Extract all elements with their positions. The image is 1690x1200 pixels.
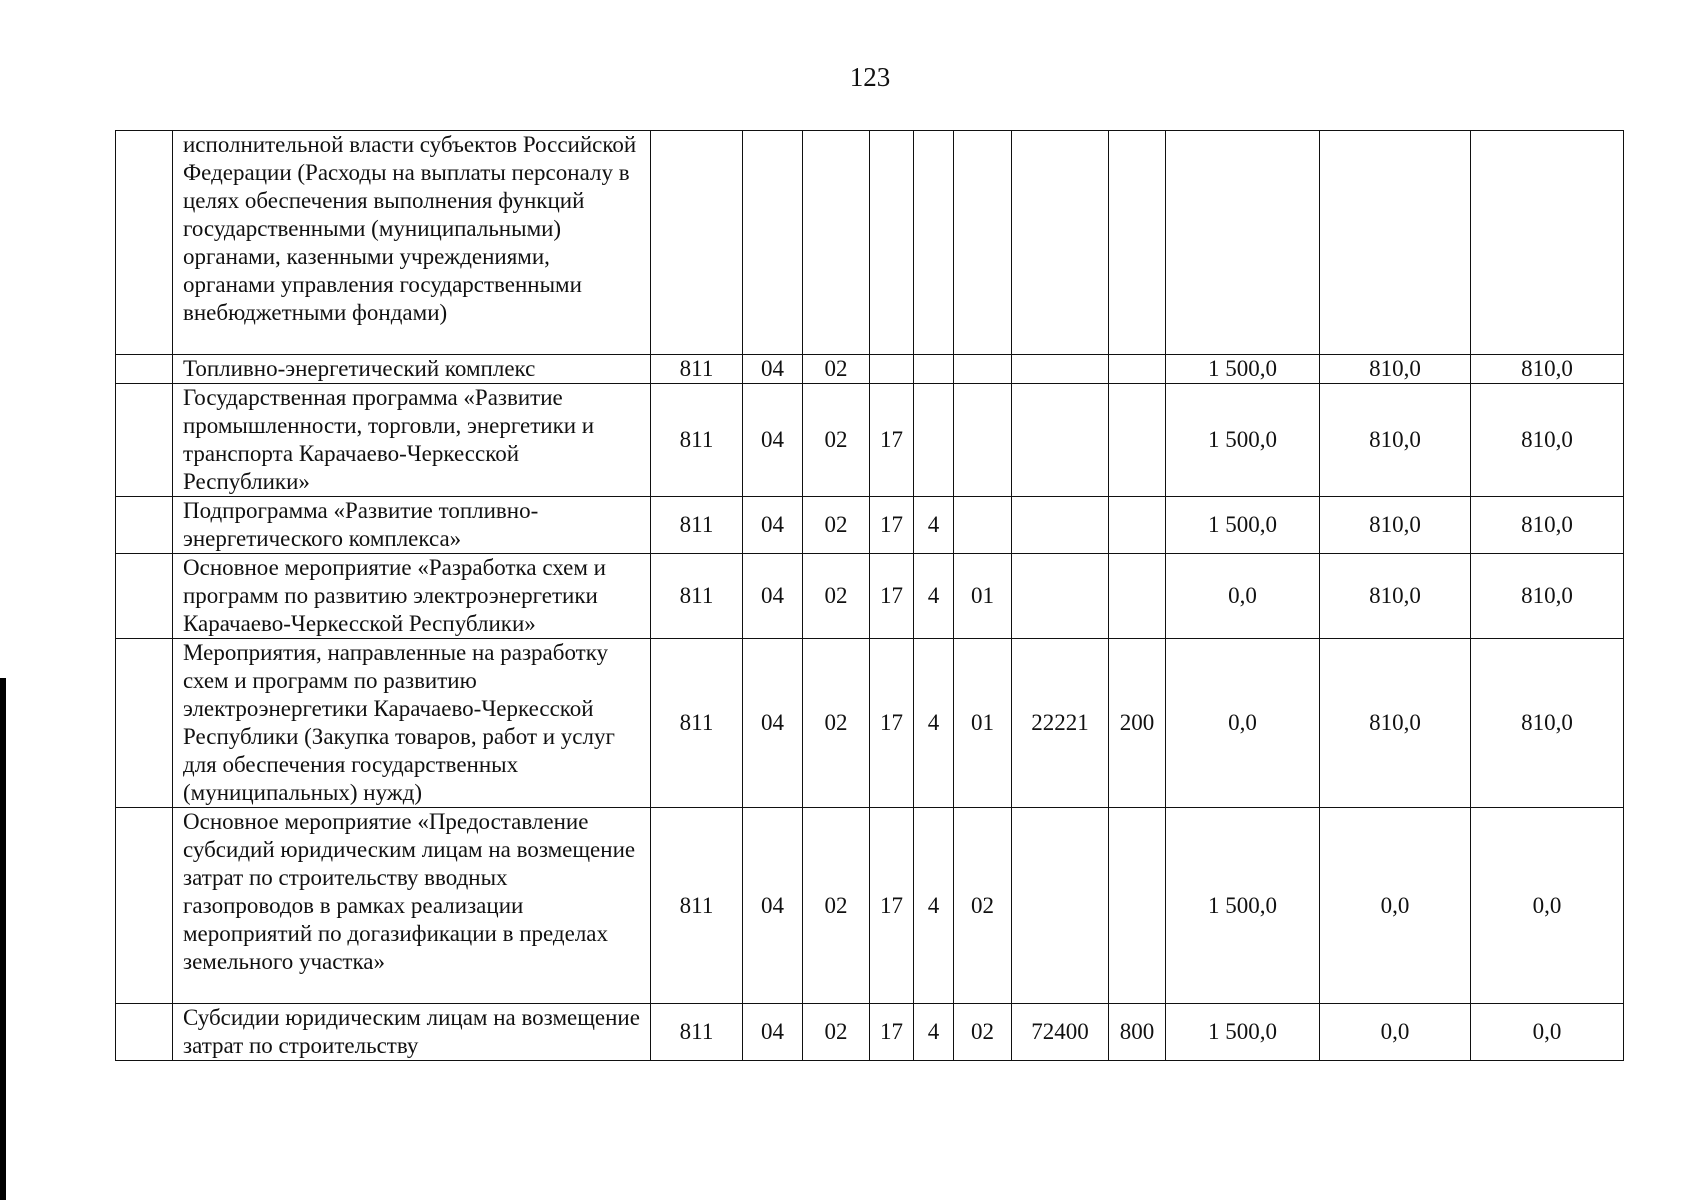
ministry-cell: 811 bbox=[651, 1004, 743, 1061]
subprogram-cell bbox=[914, 384, 954, 497]
direction-cell bbox=[1012, 554, 1109, 639]
program-cell: 17 bbox=[870, 554, 914, 639]
section-cell: 04 bbox=[743, 639, 803, 808]
subsection-cell: 02 bbox=[803, 639, 870, 808]
row-index-cell bbox=[116, 131, 173, 355]
name-cell: Государственная программа «Развитие промышленности, торговли, энергетики и транспорта Карачаево-Черкесской Республики» bbox=[173, 384, 651, 497]
sum3-cell: 810,0 bbox=[1471, 639, 1624, 808]
sum2-cell: 810,0 bbox=[1320, 355, 1471, 384]
expense-type-cell: 200 bbox=[1109, 639, 1166, 808]
sum3-cell: 0,0 bbox=[1471, 1004, 1624, 1061]
subsection-cell: 02 bbox=[803, 808, 870, 1004]
sum3-cell: 0,0 bbox=[1471, 808, 1624, 1004]
table-row bbox=[116, 808, 1624, 1004]
event-cell bbox=[954, 497, 1012, 554]
event-cell bbox=[954, 384, 1012, 497]
expense-type-cell bbox=[1109, 355, 1166, 384]
direction-cell: 22221 bbox=[1012, 639, 1109, 808]
event-cell: 02 bbox=[954, 1004, 1012, 1061]
sum1-cell: 1 500,0 bbox=[1166, 355, 1320, 384]
direction-cell bbox=[1012, 384, 1109, 497]
row-index-cell bbox=[116, 554, 173, 639]
ministry-cell: 811 bbox=[651, 808, 743, 1004]
table-row bbox=[116, 497, 1624, 554]
program-cell: 17 bbox=[870, 497, 914, 554]
subsection-cell bbox=[803, 131, 870, 355]
sum2-cell: 810,0 bbox=[1320, 639, 1471, 808]
sum3-cell bbox=[1471, 131, 1624, 355]
name-cell: Субсидии юридическим лицам на возмещение затрат по строительству bbox=[173, 1004, 651, 1061]
subprogram-cell: 4 bbox=[914, 554, 954, 639]
name-cell: Основное мероприятие «Разработка схем и программ по развитию электроэнергетики Карачаево-Черкесской Республики» bbox=[173, 554, 651, 639]
ministry-cell bbox=[651, 131, 743, 355]
table-body bbox=[116, 131, 1624, 1061]
section-cell: 04 bbox=[743, 355, 803, 384]
section-cell: 04 bbox=[743, 384, 803, 497]
sum3-cell: 810,0 bbox=[1471, 384, 1624, 497]
sum1-cell: 0,0 bbox=[1166, 554, 1320, 639]
expense-type-cell bbox=[1109, 131, 1166, 355]
event-cell: 01 bbox=[954, 639, 1012, 808]
ministry-cell: 811 bbox=[651, 639, 743, 808]
event-cell bbox=[954, 131, 1012, 355]
budget-table bbox=[115, 130, 1624, 1061]
subsection-cell: 02 bbox=[803, 497, 870, 554]
row-index-cell bbox=[116, 808, 173, 1004]
subsection-cell: 02 bbox=[803, 554, 870, 639]
subprogram-cell: 4 bbox=[914, 808, 954, 1004]
sum2-cell: 0,0 bbox=[1320, 808, 1471, 1004]
expense-type-cell bbox=[1109, 808, 1166, 1004]
sum2-cell: 0,0 bbox=[1320, 1004, 1471, 1061]
sum2-cell: 810,0 bbox=[1320, 497, 1471, 554]
row-index-cell bbox=[116, 355, 173, 384]
program-cell bbox=[870, 131, 914, 355]
direction-cell bbox=[1012, 131, 1109, 355]
sum3-cell: 810,0 bbox=[1471, 554, 1624, 639]
table-row bbox=[116, 554, 1624, 639]
direction-cell bbox=[1012, 355, 1109, 384]
ministry-cell: 811 bbox=[651, 497, 743, 554]
name-cell: Топливно-энергетический комплекс bbox=[173, 355, 651, 384]
subprogram-cell bbox=[914, 355, 954, 384]
sum1-cell: 1 500,0 bbox=[1166, 497, 1320, 554]
name-cell: Мероприятия, направленные на разработку схем и программ по развитию электроэнергетики Карачаево-Черкесской Республики (Закупка товаров, работ и услуг для обеспечения государственных (муниципальных) нужд) bbox=[173, 639, 651, 808]
sum3-cell: 810,0 bbox=[1471, 355, 1624, 384]
program-cell: 17 bbox=[870, 1004, 914, 1061]
sum3-cell: 810,0 bbox=[1471, 497, 1624, 554]
subprogram-cell: 4 bbox=[914, 1004, 954, 1061]
section-cell: 04 bbox=[743, 1004, 803, 1061]
table-row bbox=[116, 131, 1624, 355]
row-index-cell bbox=[116, 639, 173, 808]
program-cell: 17 bbox=[870, 808, 914, 1004]
sum1-cell bbox=[1166, 131, 1320, 355]
direction-cell bbox=[1012, 497, 1109, 554]
subsection-cell: 02 bbox=[803, 1004, 870, 1061]
row-index-cell bbox=[116, 384, 173, 497]
direction-cell bbox=[1012, 808, 1109, 1004]
name-cell: исполнительной власти субъектов Российской Федерации (Расходы на выплаты персоналу в целях обеспечения выполнения функций государственными (муниципальными) органами, казенными учреждениями, органами управления государственными внебюджетными фондами) bbox=[173, 131, 651, 355]
sum1-cell: 0,0 bbox=[1166, 639, 1320, 808]
expense-type-cell bbox=[1109, 497, 1166, 554]
name-cell: Подпрограмма «Развитие топливно-энергетического комплекса» bbox=[173, 497, 651, 554]
event-cell: 02 bbox=[954, 808, 1012, 1004]
page-number: 123 bbox=[849, 62, 891, 92]
expense-type-cell bbox=[1109, 384, 1166, 497]
table-row bbox=[116, 355, 1624, 384]
subsection-cell: 02 bbox=[803, 384, 870, 497]
section-cell: 04 bbox=[743, 554, 803, 639]
name-cell: Основное мероприятие «Предоставление субсидий юридическим лицам на возмещение затрат по строительству вводных газопроводов в рамках реализации мероприятий по догазификации в пределах земельного участка» bbox=[173, 808, 651, 1004]
ministry-cell: 811 bbox=[651, 355, 743, 384]
event-cell bbox=[954, 355, 1012, 384]
ministry-cell: 811 bbox=[651, 384, 743, 497]
table-row bbox=[116, 1004, 1624, 1061]
scan-edge-bar bbox=[0, 678, 6, 1200]
sum2-cell: 810,0 bbox=[1320, 554, 1471, 639]
sum1-cell: 1 500,0 bbox=[1166, 808, 1320, 1004]
sum2-cell: 810,0 bbox=[1320, 384, 1471, 497]
event-cell: 01 bbox=[954, 554, 1012, 639]
subprogram-cell: 4 bbox=[914, 639, 954, 808]
subprogram-cell: 4 bbox=[914, 497, 954, 554]
subprogram-cell bbox=[914, 131, 954, 355]
section-cell: 04 bbox=[743, 497, 803, 554]
sum1-cell: 1 500,0 bbox=[1166, 1004, 1320, 1061]
row-index-cell bbox=[116, 1004, 173, 1061]
program-cell bbox=[870, 355, 914, 384]
section-cell bbox=[743, 131, 803, 355]
sum1-cell: 1 500,0 bbox=[1166, 384, 1320, 497]
ministry-cell: 811 bbox=[651, 554, 743, 639]
program-cell: 17 bbox=[870, 639, 914, 808]
expense-type-cell bbox=[1109, 554, 1166, 639]
program-cell: 17 bbox=[870, 384, 914, 497]
direction-cell: 72400 bbox=[1012, 1004, 1109, 1061]
table-row bbox=[116, 639, 1624, 808]
sum2-cell bbox=[1320, 131, 1471, 355]
expense-type-cell: 800 bbox=[1109, 1004, 1166, 1061]
table-row bbox=[116, 384, 1624, 497]
section-cell: 04 bbox=[743, 808, 803, 1004]
row-index-cell bbox=[116, 497, 173, 554]
subsection-cell: 02 bbox=[803, 355, 870, 384]
